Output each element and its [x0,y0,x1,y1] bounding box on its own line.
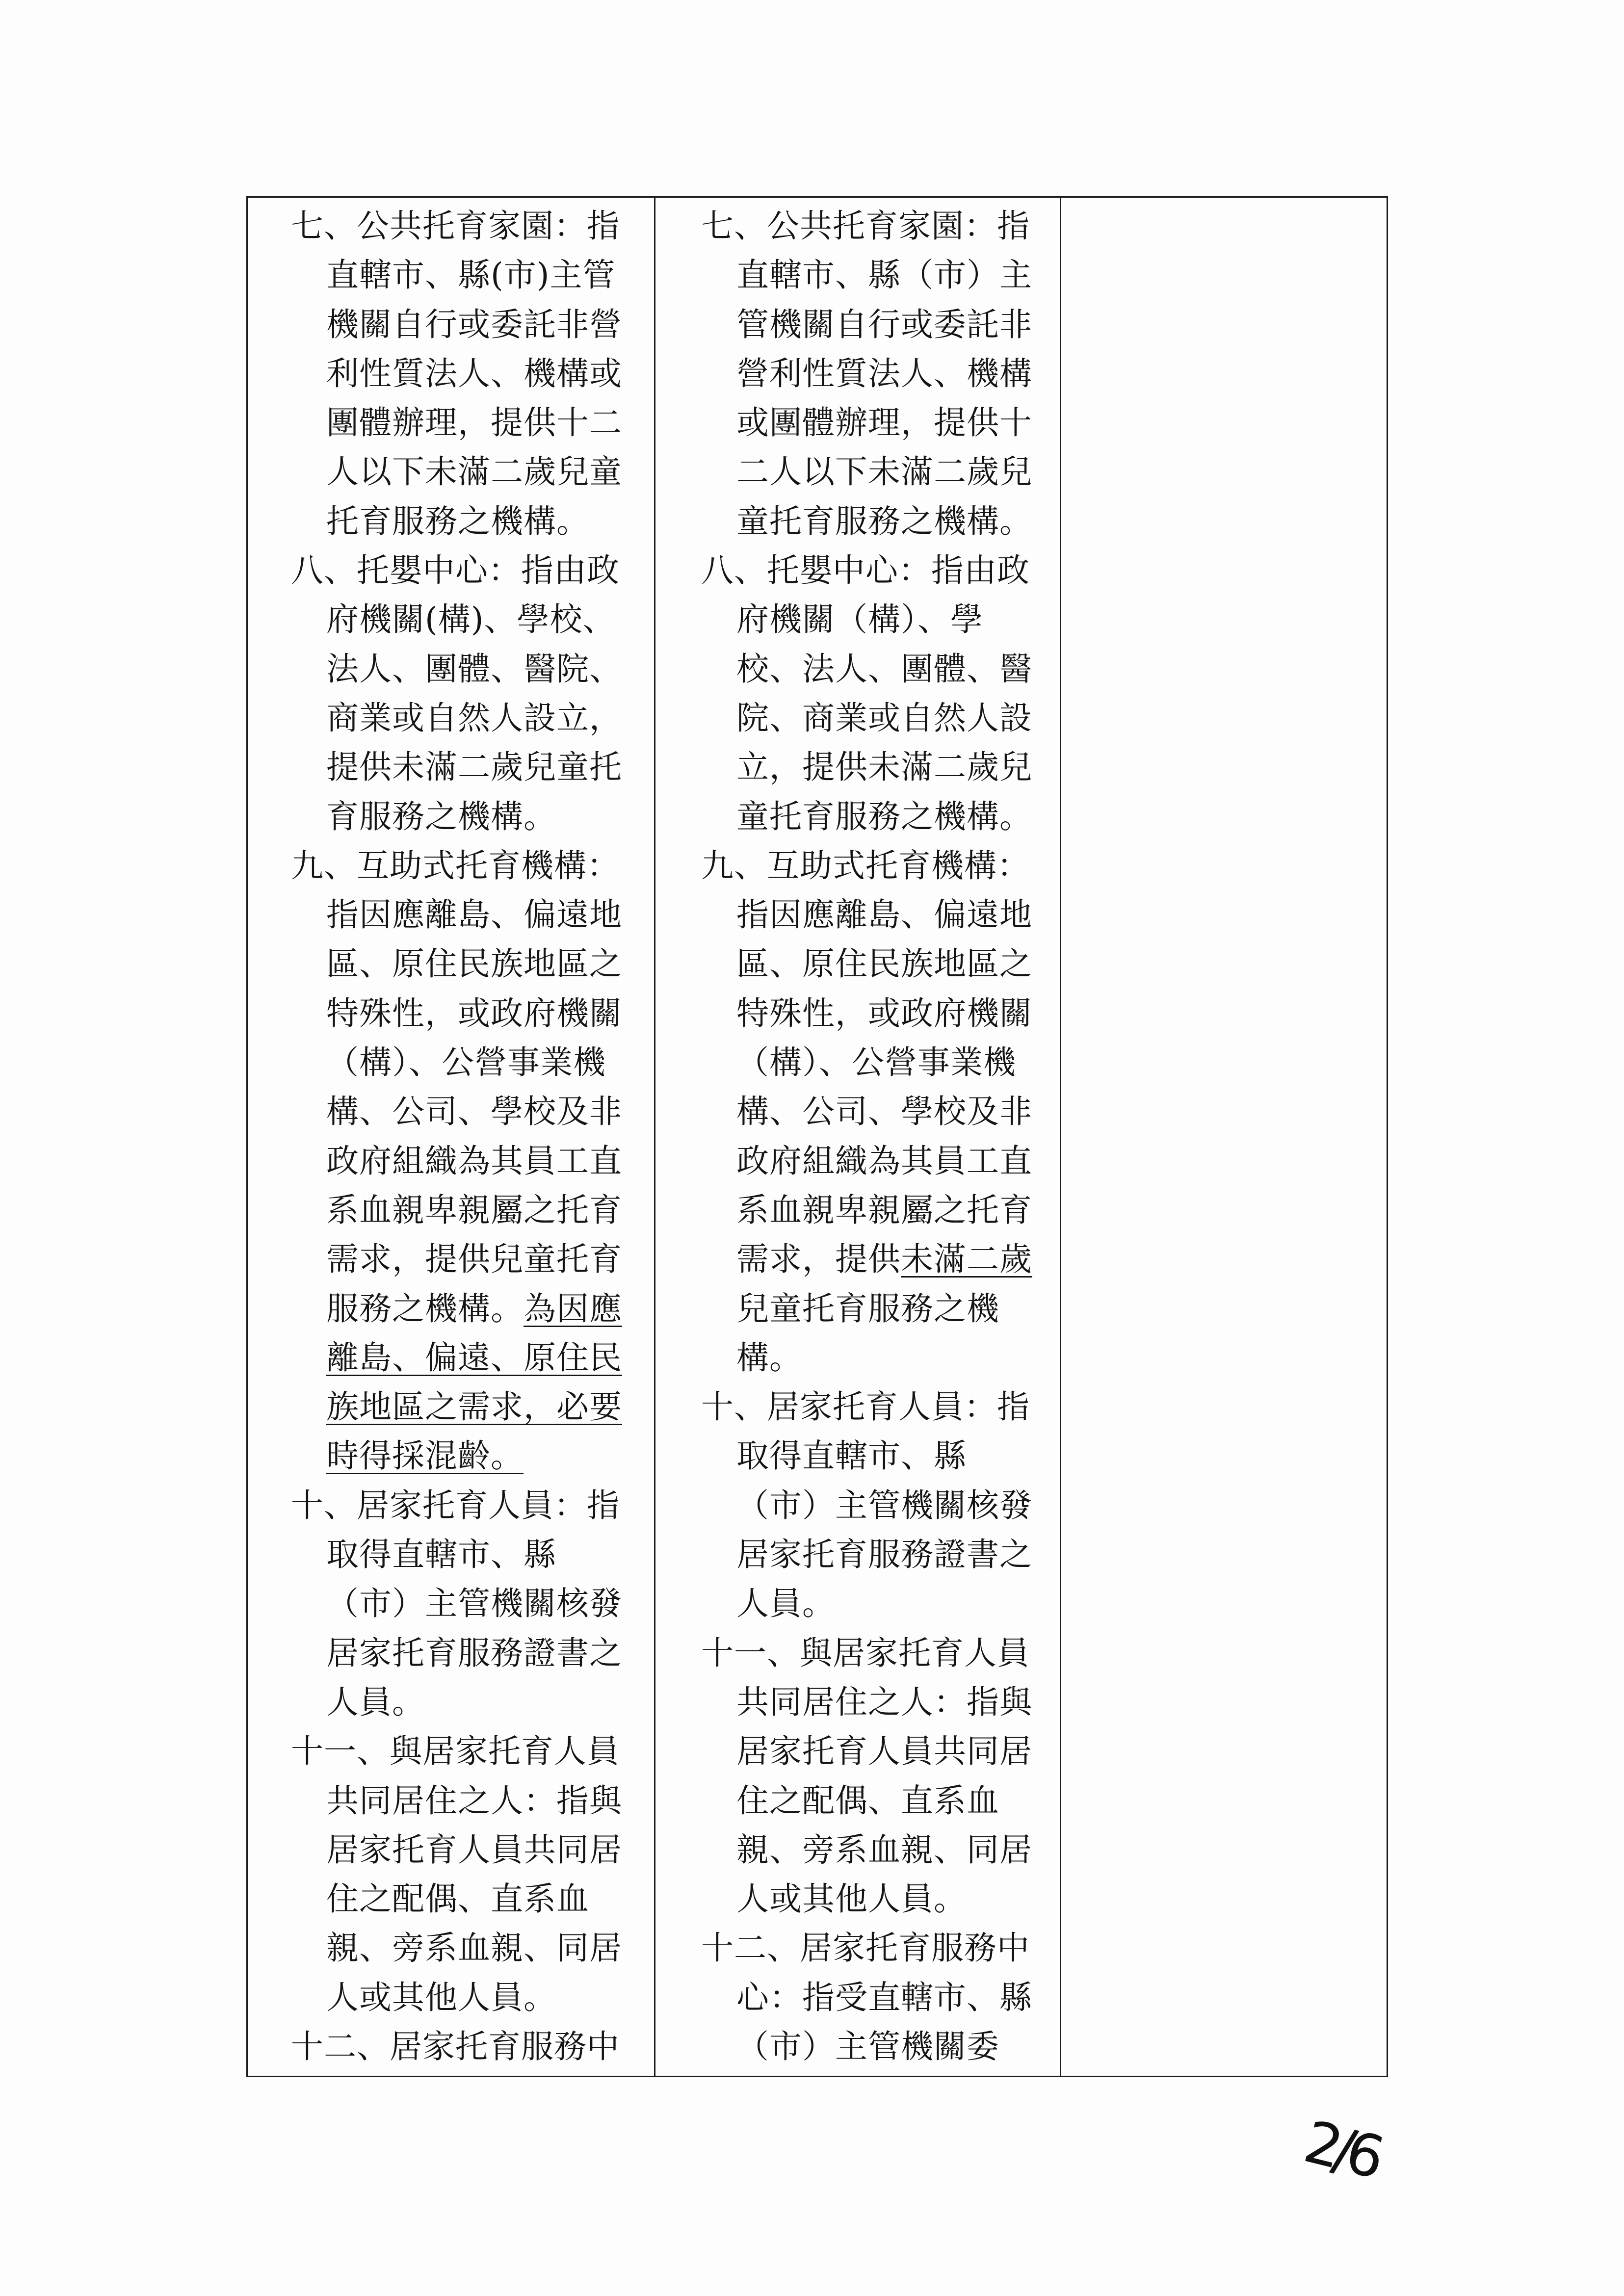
text-line: 住之配偶、直系血 [736,1781,999,1820]
article-item [291,2022,654,2071]
text-line: 二人以下未滿二歲兒 [736,453,1032,491]
article-item [291,546,654,841]
text-line: 或團體辦理，提供十 [736,404,1032,442]
page-number-text: 2/6 [1298,2107,1385,2191]
text-line: 親、旁系血親、同居 [736,1830,1032,1869]
text-line: 校、法人、團體、醫 [736,650,1032,688]
comparison-table [246,196,1388,2077]
middle-text-column [655,198,1061,2076]
text-line [291,1284,654,1333]
article-item [701,841,1060,1383]
text-line: 直轄市、縣（市）主 [736,256,1032,294]
text-line: 童托育服務之機構。 [736,797,1032,835]
text-line: 居家托育人員共同居 [736,1732,1032,1771]
text-line: 居家托育人員共同居 [326,1830,622,1869]
underlined-amendment-text: 族地區之需求，必要 [326,1388,622,1426]
article-item [701,546,1060,841]
right-empty-column [1061,198,1387,2076]
underlined-amendment-text: 為因應 [524,1289,622,1328]
text-line: 區、原住民族地區之 [326,945,622,983]
text-line: 取得直轄市、縣 [736,1437,967,1475]
text-line: 府機關(構)、學校、 [326,600,616,639]
text-line [291,1383,654,1432]
article-item [701,1629,1060,1924]
article-heading-line: 八、托嬰中心：指由政 [291,551,620,590]
underlined-amendment-text: 未滿二歲 [901,1240,1032,1278]
text-line: 機關自行或委託非營 [326,305,622,343]
article-heading-line: 十二、居家托育服務中 [701,1929,1030,1967]
article-heading-line: 十一、與居家托育人員 [291,1732,620,1771]
text-line: 人員。 [326,1683,425,1721]
text-line: 政府組織為其員工直 [736,1142,1032,1180]
article-heading-line: 十、居家托育人員：指 [291,1486,620,1524]
text-line: 提供未滿二歲兒童托 [326,748,622,786]
text-line: 構。 [736,1338,802,1377]
text-line: 營利性質法人、機構 [736,354,1032,392]
text-line: 立，提供未滿二歲兒 [736,748,1032,786]
text-line: 心：指受直轄市、縣 [736,1978,1032,2016]
text-line: 利性質法人、機構或 [326,354,622,392]
text-line: 居家托育服務證書之 [736,1536,1032,1574]
article-item [291,202,654,546]
text-line: （市）主管機關委 [736,2027,999,2065]
plain-text: 需求，提供 [736,1240,901,1278]
text-line: 構、公司、學校及非 [326,1093,622,1131]
article-heading-line: 九、互助式托育機構： [291,846,620,885]
text-line: 系血親卑親屬之托育 [736,1191,1032,1229]
text-line: 共同居住之人：指與 [326,1781,622,1820]
plain-text: 服務之機構。 [326,1289,524,1328]
article-heading-line: 七、公共托育家園：指 [701,207,1030,245]
article-item [701,1924,1060,2071]
article-item [291,841,654,1481]
text-line: 親、旁系血親、同居 [326,1929,622,1967]
text-line: 團體辦理，提供十二 [326,404,622,442]
underlined-amendment-text: 時得採混齡。 [326,1437,524,1475]
text-line: 人員。 [736,1585,835,1623]
text-line: 托育服務之機構。 [326,502,589,540]
text-line: 指因應離島、偏遠地 [326,896,622,934]
article-item [701,1383,1060,1628]
text-line: 指因應離島、偏遠地 [736,896,1032,934]
article-item [291,1481,654,1727]
text-line: 特殊性，或政府機關 [736,994,1032,1032]
text-line: 法人、團體、醫院、 [326,650,622,688]
article-heading-line: 九、互助式托育機構： [701,846,1030,885]
handwritten-page-number [1293,2105,1439,2221]
text-line: 童托育服務之機構。 [736,502,1032,540]
text-line: 商業或自然人設立， [326,699,622,737]
text-line: （市）主管機關核發 [326,1585,622,1623]
text-line: 特殊性，或政府機關 [326,994,622,1032]
underlined-amendment-text: 離島、偏遠、原住民 [326,1338,622,1377]
text-line: 居家托育服務證書之 [326,1634,622,1672]
article-heading-line: 七、公共托育家園：指 [291,207,620,245]
text-line: 管機關自行或委託非 [736,305,1032,343]
text-line [291,1432,654,1481]
text-line [701,1235,1060,1284]
article-item [291,1727,654,2022]
article-heading-line: 十二、居家托育服務中 [291,2027,620,2065]
text-line: 人以下未滿二歲兒童 [326,453,622,491]
text-line: 直轄市、縣(市)主管 [326,256,616,294]
text-line: 系血親卑親屬之托育 [326,1191,622,1229]
article-heading-line: 八、托嬰中心：指由政 [701,551,1030,590]
text-line: 政府組織為其員工直 [326,1142,622,1180]
text-line: 人或其他人員。 [326,1978,556,2016]
text-line: 育服務之機構。 [326,797,556,835]
text-line: 區、原住民族地區之 [736,945,1032,983]
text-line: 共同居住之人：指與 [736,1683,1032,1721]
text-line: 住之配偶、直系血 [326,1880,589,1918]
text-line [291,1333,654,1383]
text-line: （市）主管機關核發 [736,1486,1032,1524]
left-text-column [248,198,655,2076]
article-heading-line: 十、居家托育人員：指 [701,1388,1030,1426]
text-line: （構）、公營事業機 [736,1044,1016,1082]
text-line: 需求，提供兒童托育 [326,1240,622,1278]
text-line: 兒童托育服務之機 [736,1289,999,1328]
text-line: 院、商業或自然人設 [736,699,1032,737]
text-line: （構）、公營事業機 [326,1044,606,1082]
article-item [701,202,1060,546]
text-line: 取得直轄市、縣 [326,1536,556,1574]
text-line: 人或其他人員。 [736,1880,967,1918]
text-line: 構、公司、學校及非 [736,1093,1032,1131]
text-line: 府機關（構）、學 [736,600,983,639]
article-heading-line: 十一、與居家托育人員 [701,1634,1030,1672]
